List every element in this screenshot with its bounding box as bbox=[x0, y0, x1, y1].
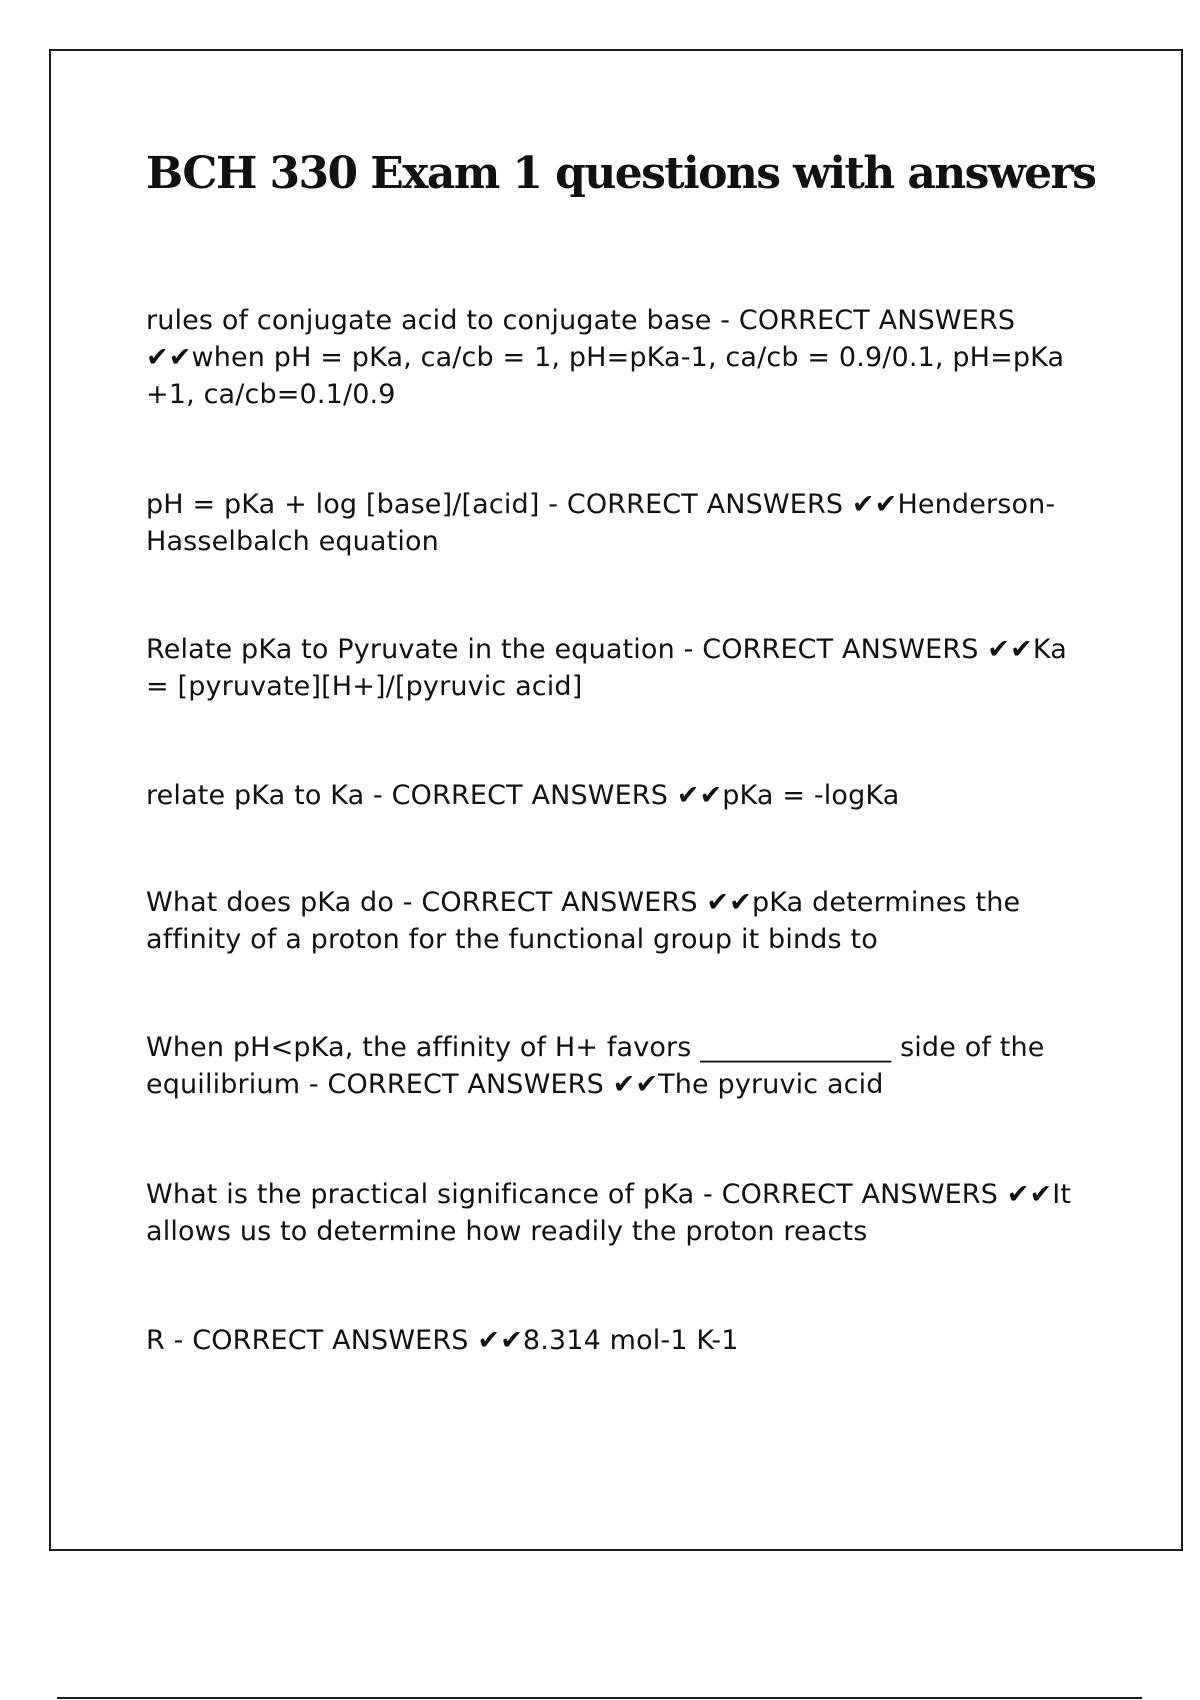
document-title: BCH 330 Exam 1 questions with answers bbox=[146, 148, 1096, 199]
qa-item-conjugate-rules: rules of conjugate acid to conjugate base - CORRECT ANSWERS ✔✔when pH = pKa, ca/cb = 1, pH=pKa-1, ca/cb = 0.9/0.1, pH=pKa +1, ca/cb=0.1/0.9 bbox=[146, 305, 1065, 410]
qa-item-henderson-hasselbalch: pH = pKa + log [base]/[acid] - CORRECT ANSWERS ✔✔Henderson-Hasselbalch equation bbox=[146, 489, 1056, 557]
bottom-rule bbox=[57, 1697, 1142, 1699]
qa-item-pka-to-ka: relate pKa to Ka - CORRECT ANSWERS ✔✔pKa = -logKa bbox=[146, 780, 900, 811]
qa-item-pka-pyruvate: Relate pKa to Pyruvate in the equation - CORRECT ANSWERS ✔✔Ka = [pyruvate][H+]/[pyruvic acid] bbox=[146, 634, 1067, 702]
qa-item-what-pka-does: What does pKa do - CORRECT ANSWERS ✔✔pKa determines the affinity of a proton for the functional group it binds to bbox=[146, 887, 1021, 955]
qa-item-pka-significance: What is the practical significance of pKa - CORRECT ANSWERS ✔✔It allows us to determine how readily the proton reacts bbox=[146, 1179, 1072, 1247]
qa-item-gas-constant: R - CORRECT ANSWERS ✔✔8.314 mol-1 K-1 bbox=[146, 1325, 739, 1356]
qa-item-ph-below-pka: When pH<pKa, the affinity of H+ favors ______________ side of the equilibrium - CORRECT ANSWERS ✔✔The pyruvic acid bbox=[146, 1032, 1045, 1100]
